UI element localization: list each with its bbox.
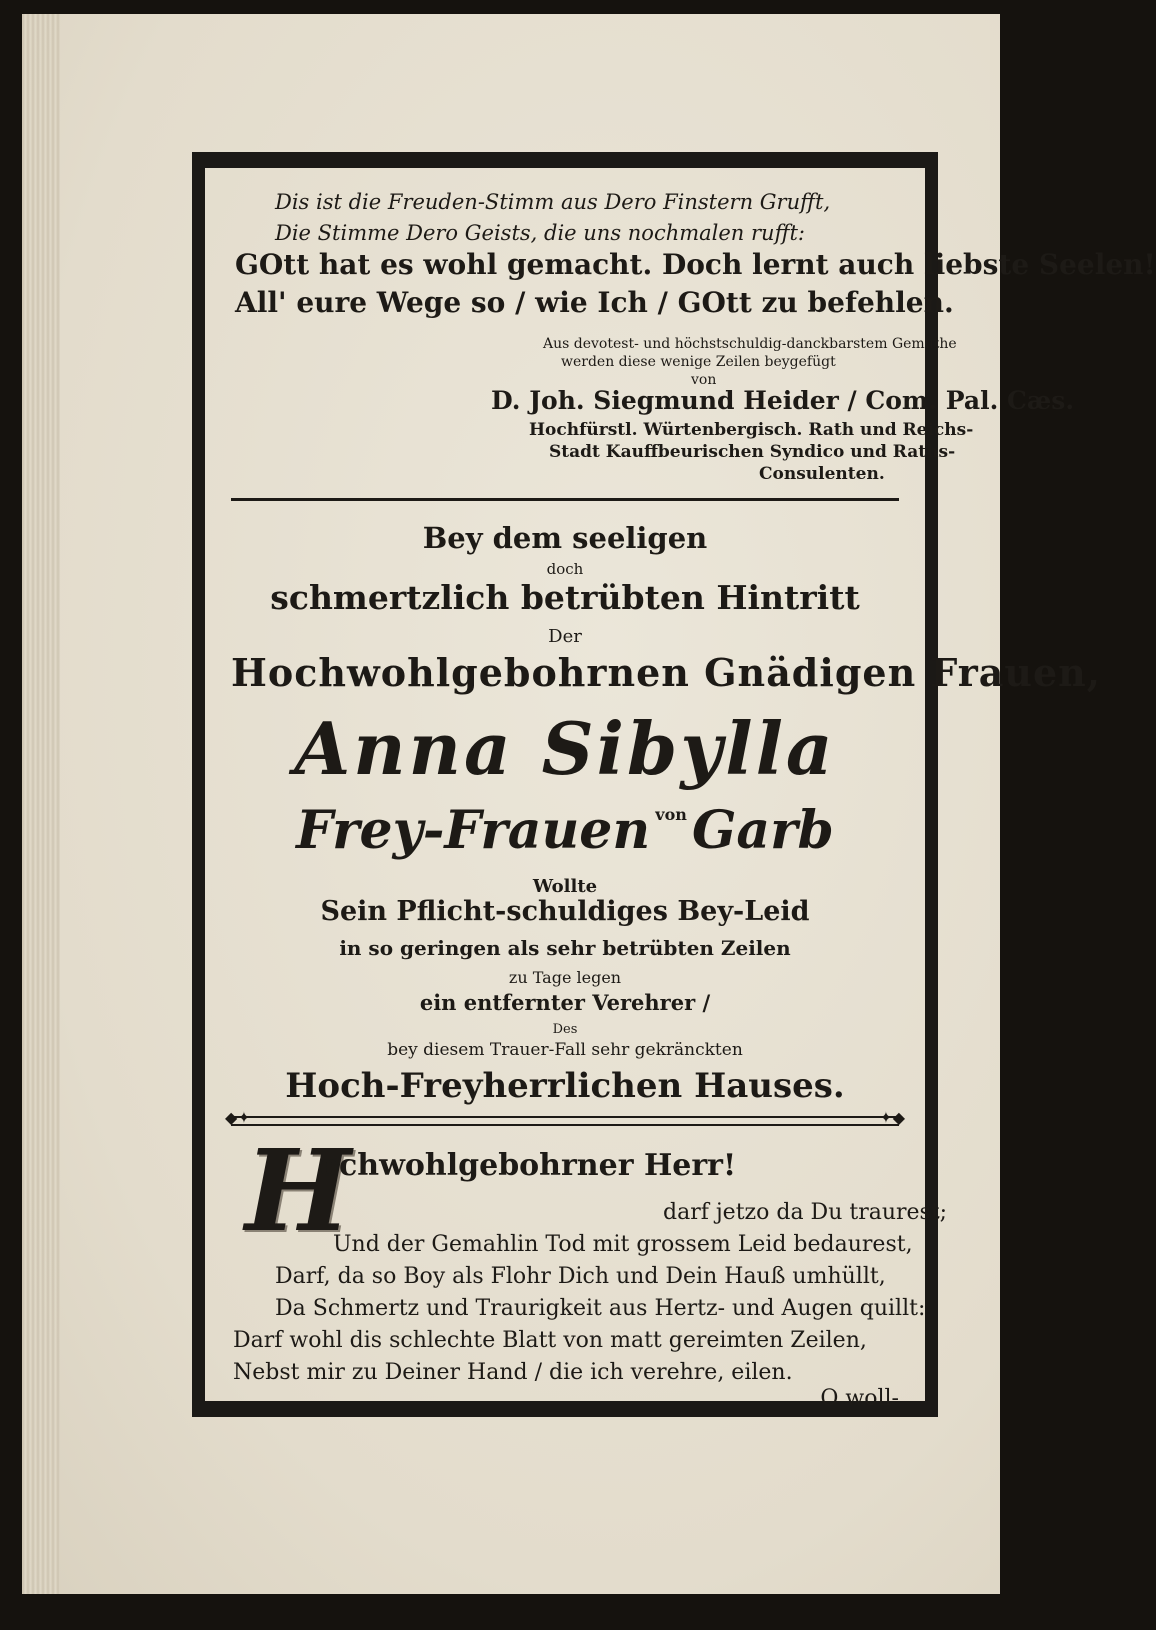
heading-admirer: ein entfernter Verehrer / (419, 990, 711, 1015)
attribution-line-1: Aus devotest- und höchstschuldig-danckbarstem Gemüthe (543, 336, 957, 352)
heading-house: Hoch-Freyherrlichen Hauses. (285, 1066, 845, 1106)
mourning-border (192, 152, 1156, 1417)
heading-line-2: doch (546, 560, 584, 578)
author-title-1: Hochfürstl. Würtenbergisch. Rath und Reichs- (529, 420, 974, 440)
catchword: O woll- (820, 1386, 899, 1411)
heading-von: von (655, 805, 687, 824)
border-content (225, 176, 1156, 1411)
poem-line-5: Darf wohl dis schlechte Blatt von matt gereimten Zeilen, (233, 1328, 867, 1353)
heading-wollte: Wollte (532, 876, 598, 897)
heading-deceased-name: Anna Sibylla (294, 706, 836, 791)
poem-line-4: Da Schmertz und Traurigkeit aus Hertz- und Augen quillt: (275, 1296, 926, 1321)
salutation-block (231, 1126, 899, 1257)
heading-frey-frauen: Frey-Frauen (296, 800, 651, 861)
divider-ornament-left: ◆✦ (225, 1108, 251, 1127)
book-page (22, 14, 1156, 1594)
ornamental-divider (225, 1108, 905, 1127)
heading-baroness-line (231, 800, 899, 861)
heading-line-4: Der (548, 626, 582, 647)
section-divider (231, 498, 899, 501)
poem-line-1: darf jetzo da Du traurest; (663, 1200, 948, 1225)
heading-deceased-title: Hochwohlgebohrnen Gnädigen Frauen, (231, 650, 1102, 695)
poem-line-6: Nebst mir zu Deiner Hand / die ich verehre, eilen. (233, 1360, 793, 1385)
verse-line-1: Dis ist die Freuden-Stimm aus Dero Finstern Grufft, (275, 190, 831, 214)
verse-line-4: All' eure Wege so / wie Ich / GOtt zu befehlen. (235, 286, 954, 319)
verse-line-2: Die Stimme Dero Geists, die uns nochmalen rufft: (275, 221, 805, 245)
heading-line-3: schmertzlich betrübten Hintritt (270, 578, 860, 617)
attribution-von: von (691, 372, 717, 388)
heading-des: Des (552, 1022, 578, 1037)
heading-garb: Garb (692, 800, 834, 861)
border-top (205, 152, 925, 168)
author-name: D. Joh. Siegmund Heider / Com. Pal. Cæs. (491, 386, 1075, 415)
heading-trauer-fall: bey diesem Trauer-Fall sehr gekränckten (387, 1040, 743, 1060)
border-bottom (205, 1401, 925, 1417)
poem-line-2: Und der Gemahlin Tod mit grossem Leid bedaurest, (333, 1232, 913, 1257)
page-gutter (22, 14, 60, 1594)
divider-ornament-right: ✦◆ (879, 1108, 905, 1127)
author-title-2: Stadt Kauffbeurischen Syndico und Raths- (549, 442, 956, 462)
heading-zu-tage: zu Tage legen (508, 968, 622, 987)
heading-condolence: Sein Pflicht-schuldiges Bey-Leid (320, 896, 810, 927)
heading-line-1: Bey dem seeligen (422, 521, 708, 555)
author-title-3: Consulenten. (759, 464, 885, 484)
attribution-line-2: werden diese wenige Zeilen beygefügt (561, 354, 836, 370)
poem-line-3: Darf, da so Boy als Flohr Dich und Dein Hauß umhüllt, (275, 1264, 886, 1289)
verse-line-3: GOtt hat es wohl gemacht. Doch lernt auch liebste Seelen! (235, 248, 1156, 281)
decorated-initial: H (245, 1126, 351, 1257)
heading-lines-desc: in so geringen als sehr betrübten Zeilen (339, 936, 791, 960)
salutation: ochwohlgebohrner Herr! (319, 1148, 737, 1183)
